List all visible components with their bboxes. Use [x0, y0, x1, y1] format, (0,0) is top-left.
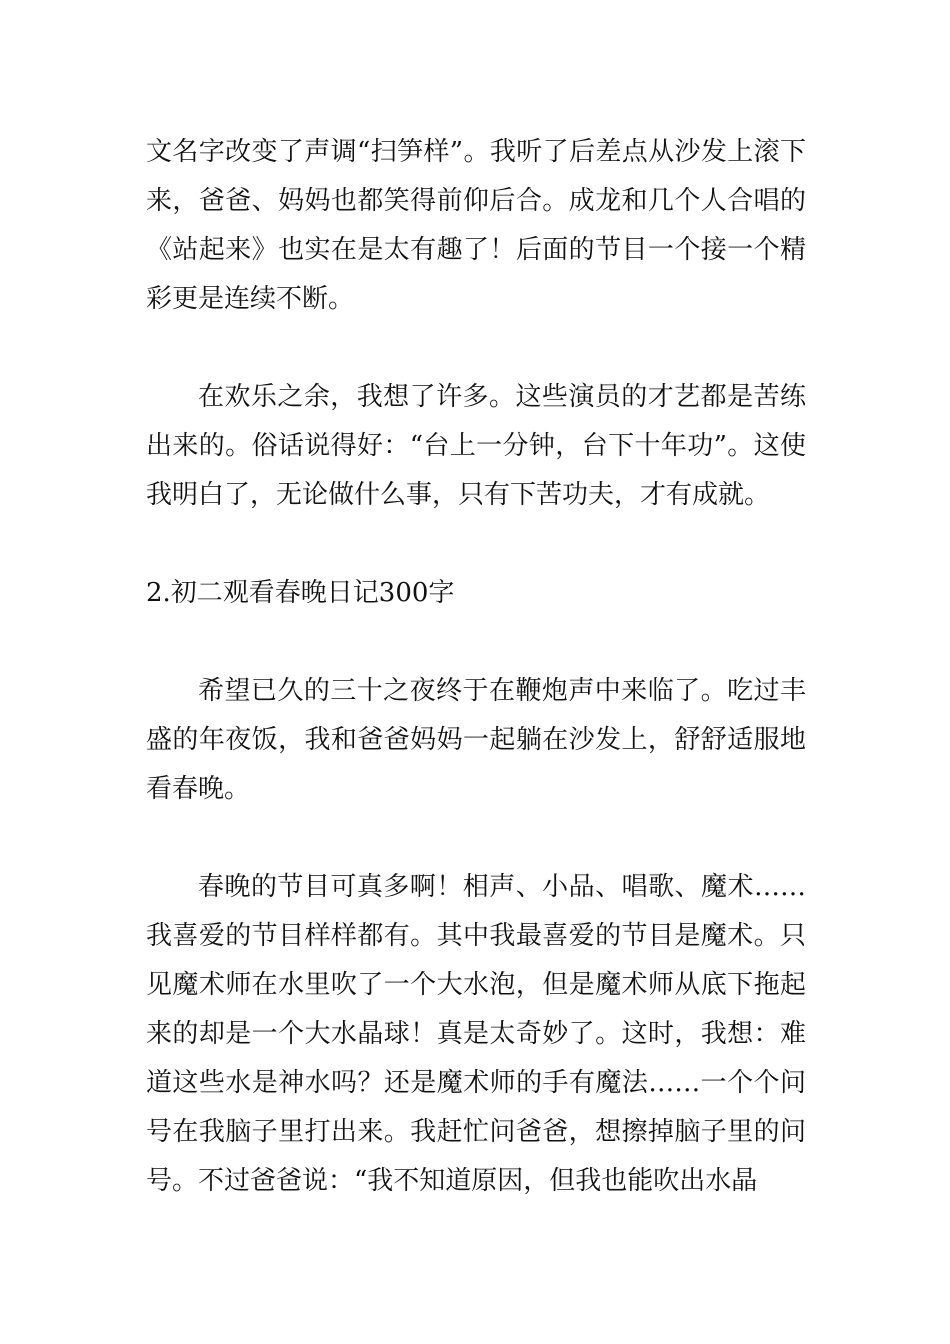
paragraph-magic-show: 春晚的节目可真多啊！相声、小品、唱歌、魔术……我喜爱的节目样样都有。其中我最喜爱的节目是魔术。只见魔术师在水里吹了一个大水泡，但是魔术师从底下拖起来的却是一个大水晶球！真是太奇妙了。这时，我想：难道这些水是神水吗？还是魔术师的手有魔法……一个个问号在我脑子里打出来。我赶忙问爸爸，想擦掉脑子里的问号。不过爸爸说：“我不知道原因，但我也能吹出水晶: [146, 872, 806, 1196]
paragraph-gap: [146, 520, 806, 569]
section-heading: 2.初二观看春晚日记300字: [146, 578, 455, 608]
document-body: [146, 128, 806, 1206]
paragraph-gap: [146, 814, 806, 863]
paragraph-reflection: 在欢乐之余，我想了许多。这些演员的才艺都是苦练出来的。俗话说得好：“台上一分钟，台下十年功”。这使我明白了，无论做什么事，只有下苦功夫，才有成就。: [146, 382, 806, 510]
paragraph-gap: [146, 618, 806, 667]
paragraph-new-year-eve: 希望已久的三十之夜终于在鞭炮声中来临了。吃过丰盛的年夜饭，我和爸爸妈妈一起躺在沙发上，舒舒适服地看春晚。: [146, 676, 806, 804]
paragraph-continued: 文名字改变了声调“扫笋样”。我听了后差点从沙发上滚下来，爸爸、妈妈也都笑得前仰后合。成龙和几个人合唱的《站起来》也实在是太有趣了！后面的节目一个接一个精彩更是连续不断。: [146, 137, 806, 314]
paragraph-gap: [146, 324, 806, 373]
